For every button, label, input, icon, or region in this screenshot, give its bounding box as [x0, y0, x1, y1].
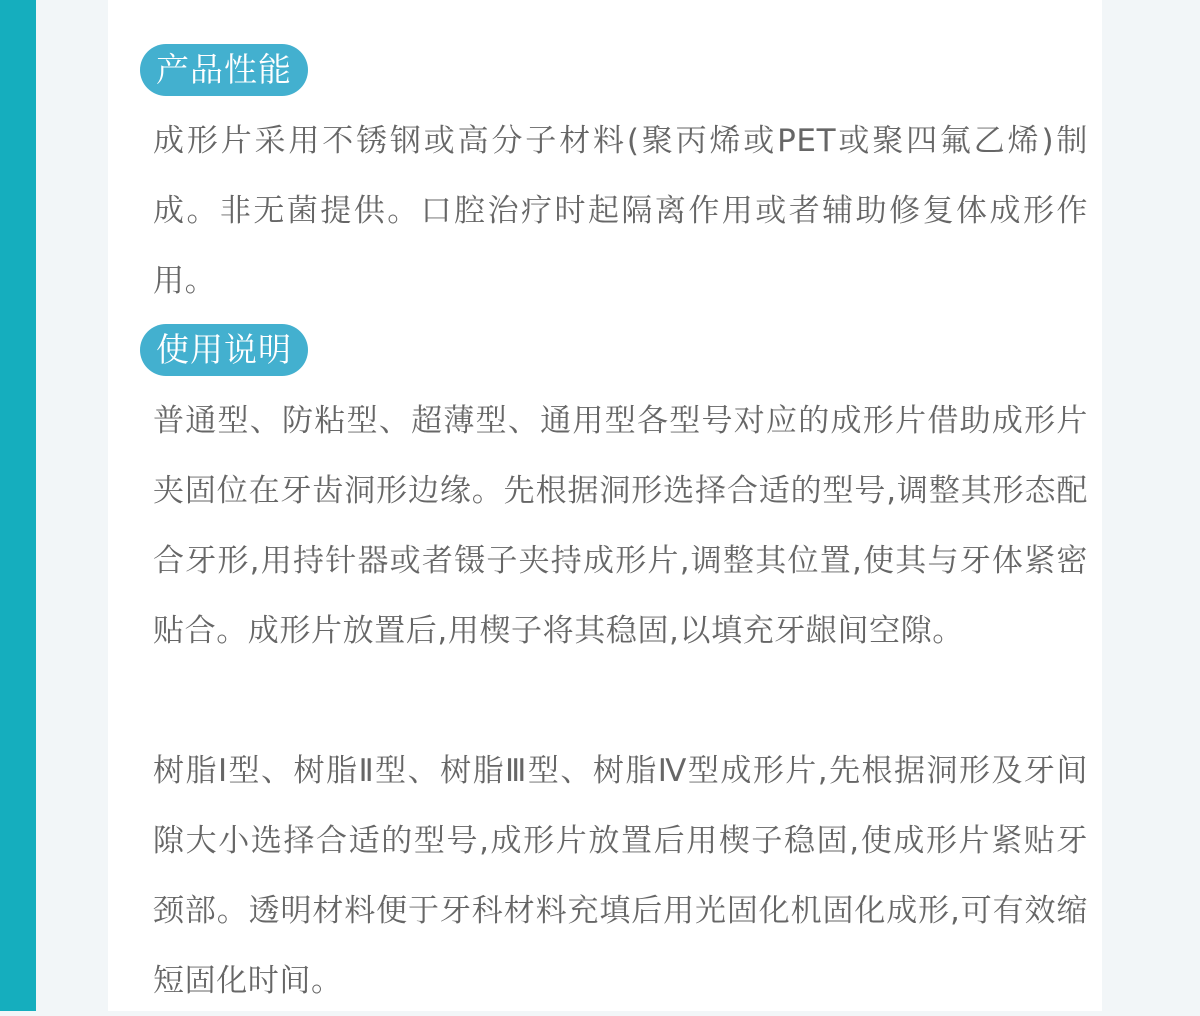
section-title-instructions: 使用说明: [140, 324, 308, 376]
section-title-product-performance: 产品性能: [140, 44, 308, 96]
instructions-paragraph-resin: 树脂Ⅰ型、树脂Ⅱ型、树脂Ⅲ型、树脂Ⅳ型成形片,先根据洞形及牙间隙大小选择合适的型号,成形片放置后用楔子稳固,使成形片紧贴牙颈部。透明材料便于牙科材料充填后用光固化机固化成形,可有效缩短固化时间。: [153, 753, 1088, 999]
instructions-paragraph-general: 普通型、防粘型、超薄型、通用型各型号对应的成形片借助成形片夹固位在牙齿洞形边缘。先根据洞形选择合适的型号,调整其形态配合牙形,用持针器或者镊子夹持成形片,调整其位置,使其与牙体紧密贴合。成形片放置后,用楔子将其稳固,以填充牙龈间空隙。: [153, 403, 1088, 649]
content-card: [108, 0, 1102, 1011]
left-accent-bar: [0, 0, 36, 1011]
product-performance-text: 成形片采用不锈钢或高分子材料(聚丙烯或PET或聚四氟乙烯)制成。非无菌提供。口腔治疗时起隔离作用或者辅助修复体成形作用。: [153, 123, 1088, 299]
